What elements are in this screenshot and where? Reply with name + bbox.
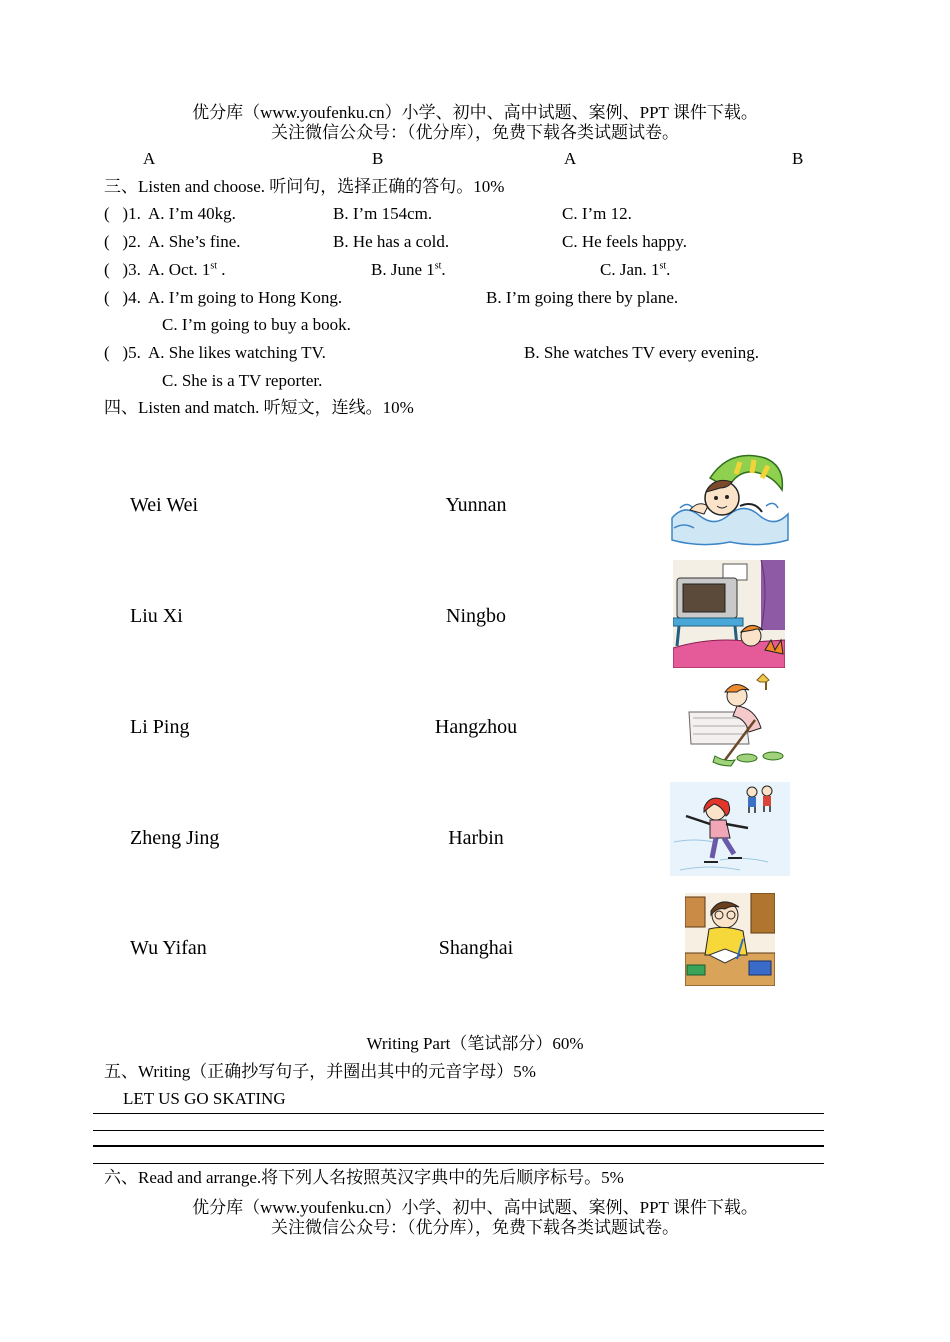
match-place: Shanghai: [438, 937, 514, 959]
option-b: [371, 260, 446, 280]
option-a: A. She’s fine.: [148, 232, 241, 251]
match-place: Yunnan: [445, 494, 507, 516]
option-b-text: B. June 1: [371, 260, 435, 279]
writing-line: [93, 1163, 824, 1164]
option-a: A. I’m 40kg.: [148, 204, 236, 223]
option-b: B. I’m going there by plane.: [486, 288, 679, 307]
question-5-continued: [0, 371, 950, 391]
answer-letter: B: [792, 149, 804, 168]
option-a: A. She likes watching TV.: [148, 343, 326, 362]
answer-letter: A: [564, 149, 577, 168]
question-2: [0, 232, 950, 252]
question-label: ( )3.: [104, 260, 141, 279]
question-4: [0, 288, 950, 308]
watching-tv-icon: [673, 560, 785, 668]
option-b-end: .: [441, 260, 446, 279]
option-c: C. He feels happy.: [562, 232, 687, 251]
ordinal-suffix: st: [659, 260, 667, 272]
section-4-title: 四、Listen and match. 听短文，连线。10%: [104, 398, 414, 417]
section-3-title: 三、Listen and choose. 听问句，选择正确的答句。10%: [104, 177, 505, 196]
question-4-continued: [0, 315, 950, 335]
footer-line-1: 优分库（www.youfenku.cn）小学、初中、高中试题、案例、PPT 课件下载。: [192, 1198, 758, 1217]
swimming-icon: [670, 448, 790, 546]
match-name: Wu Yifan: [130, 937, 207, 959]
match-place: Harbin: [448, 827, 504, 849]
match-place: Hangzhou: [434, 716, 518, 738]
option-a: [148, 260, 226, 280]
option-b: B. She watches TV every evening.: [524, 343, 759, 362]
option-b: B. I’m 154cm.: [333, 204, 433, 223]
option-c: [600, 260, 670, 280]
option-a: A. I’m going to Hong Kong.: [148, 288, 343, 307]
writing-line: [93, 1113, 824, 1114]
question-5: [0, 343, 950, 363]
writing-part-heading: Writing Part（笔试部分）60%: [366, 1034, 584, 1053]
match-place: Ningbo: [446, 605, 506, 627]
option-a-text: A. Oct. 1: [148, 260, 211, 279]
section-6-title: 六、Read and arrange.将下列人名按照英汉字典中的先后顺序标号。5%: [104, 1168, 624, 1187]
answer-letter-row: [0, 149, 950, 169]
match-name: Liu Xi: [130, 605, 183, 627]
copy-sentence: LET US GO SKATING: [123, 1089, 286, 1108]
sweeping-icon: [685, 672, 790, 768]
section-5-title: 五、Writing（正确抄写句子，并圈出其中的元音字母）5%: [104, 1062, 536, 1081]
skating-icon: [670, 782, 790, 876]
ordinal-suffix: st: [210, 260, 217, 272]
header-line-2: 关注微信公众号：（优分库），免费下载各类试题试卷。: [271, 123, 679, 142]
option-c: C. She is a TV reporter.: [162, 371, 323, 390]
match-name: Li Ping: [130, 716, 190, 738]
studying-icon: [685, 893, 775, 986]
question-label: ( )1.: [104, 204, 141, 223]
match-name: Wei Wei: [130, 494, 199, 516]
question-3: [0, 260, 950, 280]
header-line-1: 优分库（www.youfenku.cn）小学、初中、高中试题、案例、PPT 课件下载。: [192, 103, 758, 122]
option-c: C. I’m going to buy a book.: [162, 315, 351, 334]
answer-letter: B: [372, 149, 384, 168]
option-a-end: .: [217, 260, 226, 279]
writing-baseline: [93, 1145, 824, 1147]
question-label: ( )5.: [104, 343, 141, 362]
option-c-text: C. Jan. 1: [600, 260, 660, 279]
match-name: Zheng Jing: [130, 827, 220, 849]
footer-line-2: 关注微信公众号：（优分库），免费下载各类试题试卷。: [271, 1218, 679, 1237]
option-c-end: .: [666, 260, 671, 279]
writing-line: [93, 1130, 824, 1131]
ordinal-suffix: st: [434, 260, 442, 272]
option-b: B. He has a cold.: [333, 232, 450, 251]
answer-letter: A: [143, 149, 156, 168]
question-label: ( )4.: [104, 288, 141, 307]
question-1: [0, 204, 950, 224]
question-label: ( )2.: [104, 232, 141, 251]
option-c: C. I’m 12.: [562, 204, 632, 223]
